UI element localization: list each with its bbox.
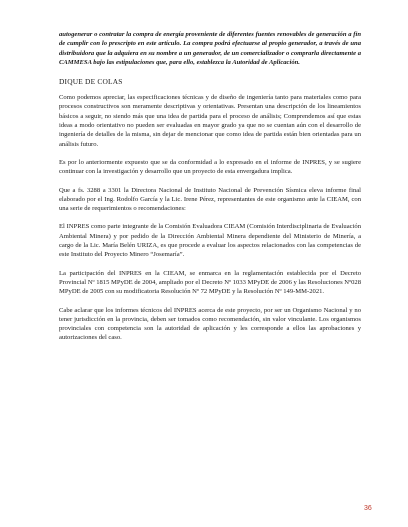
page-number: 36 [364, 505, 372, 512]
paragraph-specifications: Como podemos apreciar, las especificaciones técnicas y de diseño de ingeniería tanto para materiales como para procesos constructivos son meramente descriptivas y orientativas. Presentan una descripción de los lineamientos básicos a seguir, no siendo más que una idea de partida para el proceso de análisis; Comprendemos así que estas ideas a modo orientativo no pueden ser evaluadas en mayor grado ya que no se cuentan aún con el desarrollo de ingeniería de detalles de la misma, sin dejar de mencionar que como idea de partida están bien orientadas para un análisis futuro. [59, 94, 361, 148]
paragraph-regulation: La participación del INPRES en la CIEAM, se enmarca en la reglamentación establecida por el Decreto Provincial Nº 1815 MPyDE de 2004, ampliado por el Decreto Nº 1033 MPyDE de 2006 y las Resoluciones Nº028 MPyDE de 2005 con su modificatoria Resolución Nº 72 MPyDE y la Resolución Nº 149-MM-2021. [59, 269, 361, 296]
paragraph-inpres-commission: El INPRES como parte integrante de la Comisión Evaluadora CIEAM (Comisión Interdisciplinaria de Evaluación Ambiental Minera) y por pedido de la Dirección Ambiental Minera dependiente del Ministerio de Minería, a cargo de la Lic. María Belén URIZA, es que procede a evaluar los aspectos relacionados con las competencias de este Instituto del Proyecto Minero “Josemaría”. [59, 223, 361, 259]
section-heading-dique-de-colas: DIQUE DE COLAS [59, 77, 123, 87]
paragraph-conformity: Es por lo anteriormente expuesto que se da conformidad a lo expresado en el informe de INPRES, y se sugiere continuar con la investigación y desarrollo que un proyecto de esta envergadura implica. [59, 158, 361, 176]
paragraph-clarification: Cabe aclarar que los informes técnicos del INPRES acerca de este proyecto, por ser un Organismo Nacional y no tener jurisdicción en la provincia, deben ser tomados como recomendación, sin valor vinculante. Los organismos provinciales con competencia son la autoridad de aplicación y les corresponde a ellos las aprobaciones y autorizaciones del caso. [59, 306, 361, 342]
paragraph-final-report: Que a fs. 3288 a 3301 la Directora Nacional de Instituto Nacional de Prevención Sísmica eleva informe final elaborado por el Ing. Rodolfo García y la Lic. Irene Pérez, representantes de este organismo ante la CIEAM, con una serie de requerimientos o recomendaciones: [59, 186, 361, 213]
page-content [59, 30, 361, 343]
paragraph-renewable-energy: autogenerar o contratar la compra de energía proveniente de diferentes fuentes renovables de generación a fin de cumplir con lo prescripto en este artículo. La compra podrá efectuarse al propio generador, a través de una distribuidora que la adquiera en su nombre a un generador, de un comercializador o comprarla directamente a CAMMESA bajo las estipulaciones que, para ello, establezca la Autoridad de Aplicación. [59, 31, 361, 66]
